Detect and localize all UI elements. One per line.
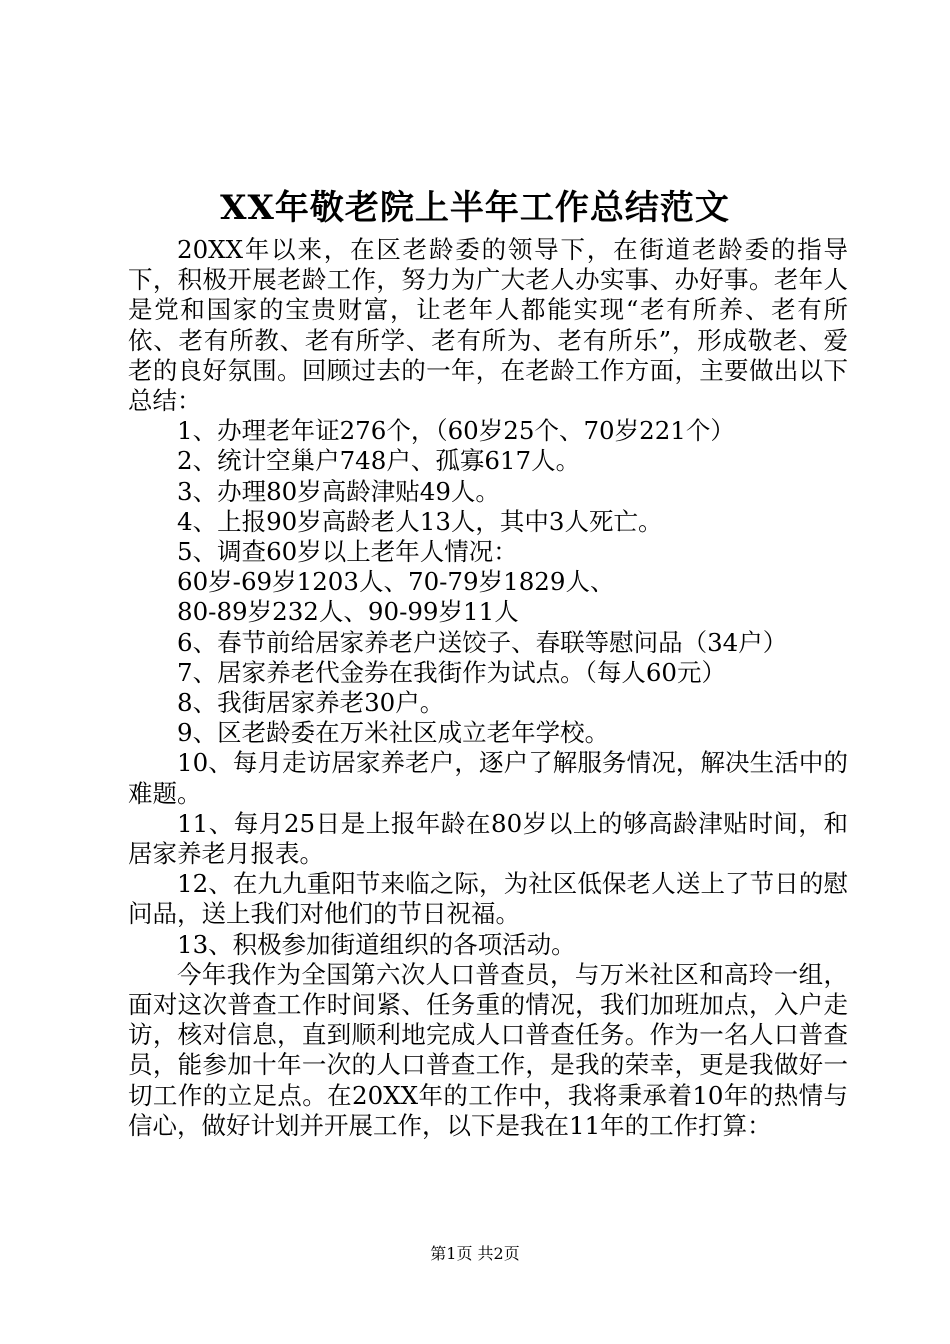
list-item: 6、春节前给居家养老户送饺子、春联等慰问品（34户）: [177, 627, 788, 657]
list-item: 1、办理老年证276个，（60岁25个、70岁221个）: [177, 416, 735, 446]
list-item: 4、上报90岁高龄老人13人，其中3人死亡。: [177, 506, 663, 536]
document-title: XX年敬老院上半年工作总结范文: [220, 188, 730, 228]
list-item: 13、积极参加街道组织的各项活动。: [177, 929, 576, 959]
list-item: 5、调查60岁以上老年人情况：: [177, 537, 518, 567]
list-item: 7、居家养老代金券在我街作为试点。（每人60元）: [177, 657, 727, 687]
list-item: 10、每月走访居家养老户，逐户了解服务情况，解决生活中的难题。: [128, 748, 848, 808]
page-footer: 第1页 共2页: [430, 1244, 520, 1263]
list-item-detail: 60岁-69岁1203人、70-79岁1829人、: [177, 567, 615, 597]
list-item: 3、办理80岁高龄津贴49人。: [177, 476, 500, 506]
closing-paragraph: 今年我作为全国第六次人口普查员，与万米社区和高玲一组，面对这次普查工作时间紧、任务重的情况，我们加班加点，入户走访，核对信息，直到顺利地完成人口普查任务。作为一名人口普查员，能参加十年一次的人口普查工作，是我的荣幸，更是我做好一切工作的立足点。在20XX年的工作中，我将秉承着10年的热情与信心，做好计划并开展工作，以下是我在11年的工作打算：: [128, 959, 848, 1140]
list-item: 8、我街居家养老30户。: [177, 688, 445, 718]
list-item: 2、统计空巢户748户、孤寡617人。: [177, 446, 581, 476]
list-item: 9、区老龄委在万米社区成立老年学校。: [177, 718, 610, 748]
list-item: 12、在九九重阳节来临之际，为社区低保老人送上了节日的慰问品，送上我们对他们的节日祝福。: [128, 869, 848, 929]
document-body: [128, 235, 848, 1141]
intro-paragraph: 20XX年以来，在区老龄委的领导下，在街道老龄委的指导下，积极开展老龄工作，努力为广大老人办实事、办好事。老年人是党和国家的宝贵财富，让老年人都能实现“老有所养、老有所依、老有所教、老有所学、老有所为、老有所乐”，形成敬老、爱老的良好氛围。回顾过去的一年，在老龄工作方面，主要做出以下总结：: [128, 235, 848, 416]
list-item: 11、每月25日是上报年龄在80岁以上的够高龄津贴时间，和居家养老月报表。: [128, 808, 848, 869]
list-item-detail: 80-89岁232人、90-99岁11人: [177, 597, 519, 627]
